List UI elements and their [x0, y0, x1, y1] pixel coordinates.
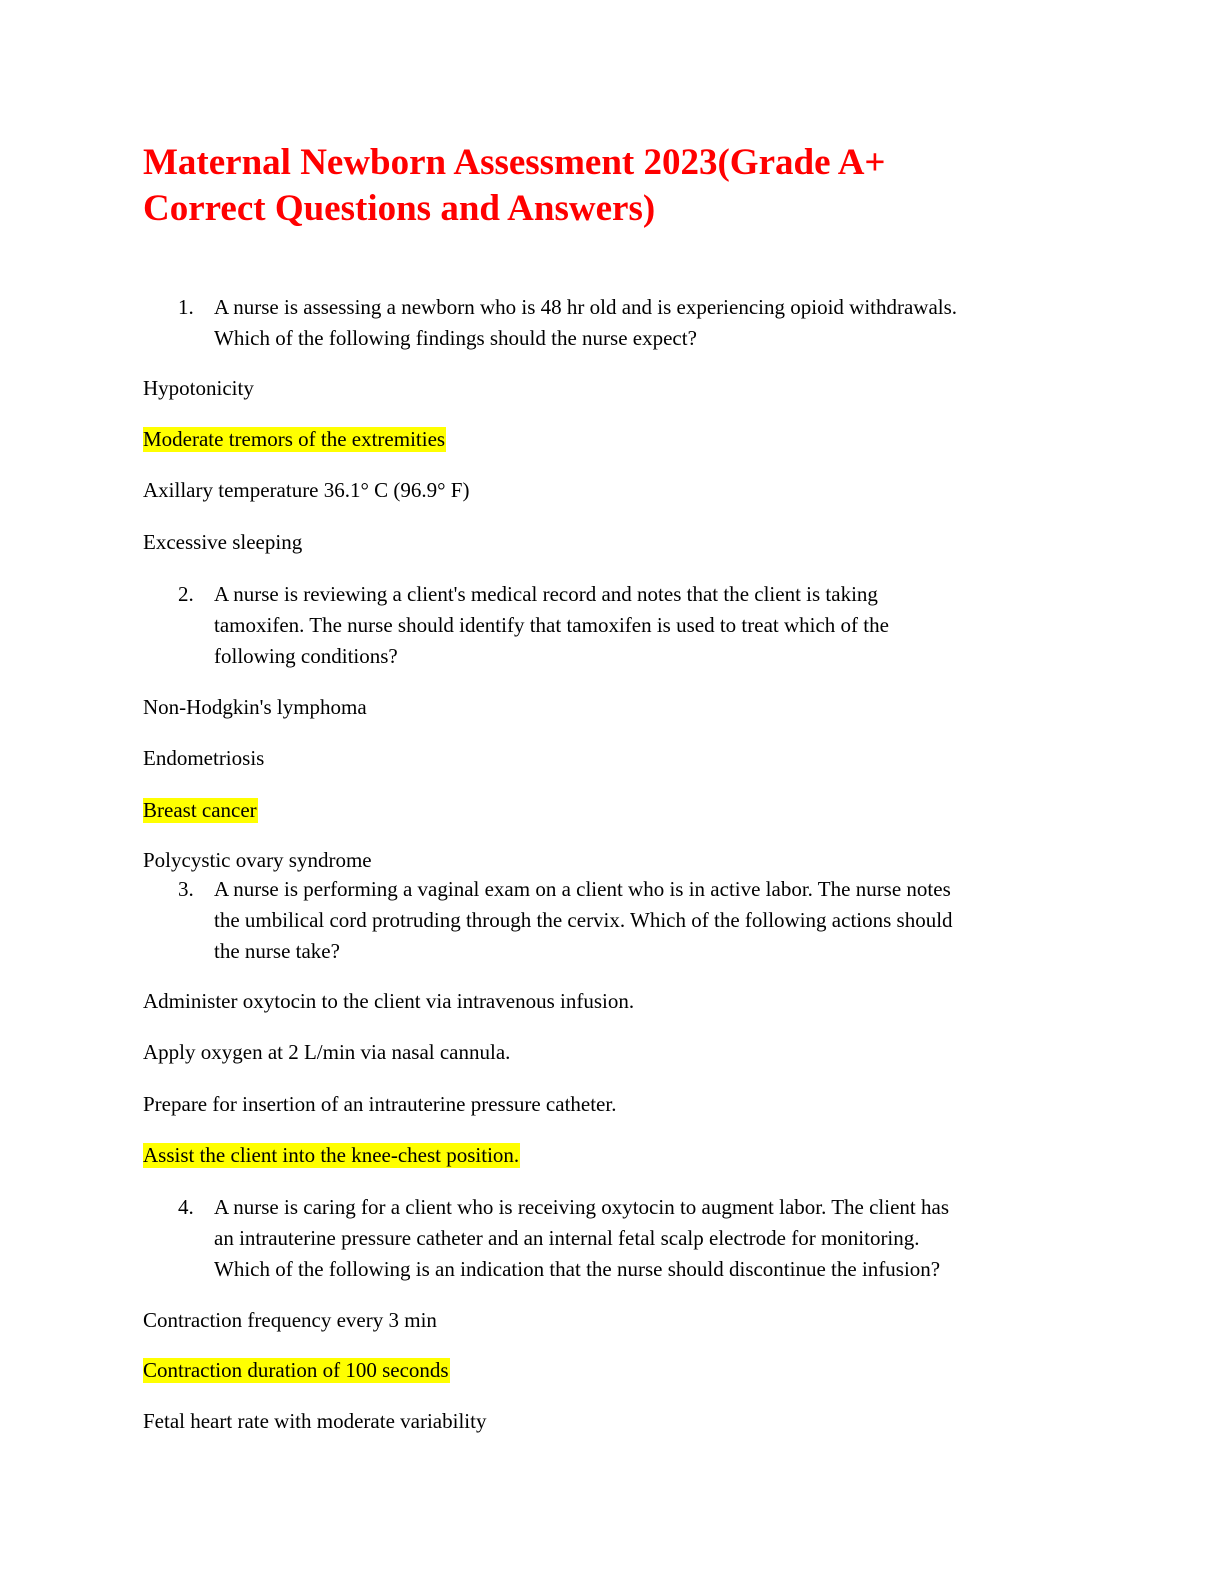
answer-option [143, 477, 469, 503]
question-text [214, 579, 1094, 672]
question-line: Which of the following findings should the nurse expect? [214, 326, 697, 350]
answer-option-text: Fetal heart rate with moderate variability [143, 1409, 487, 1433]
answer-option-text: Polycystic ovary syndrome [143, 848, 372, 872]
question-line: Which of the following is an indication that the nurse should discontinue the infusion? [214, 1257, 941, 1281]
answer-option [143, 694, 367, 720]
question-text [214, 292, 1094, 354]
question-number: 4. [178, 1195, 194, 1219]
question-line: an intrauterine pressure catheter and an internal fetal scalp electrode for monitoring. [214, 1226, 920, 1250]
answer-option-text: Endometriosis [143, 746, 265, 770]
question-line: following conditions? [214, 644, 398, 668]
question-number: 3. [178, 877, 194, 901]
answer-option-text: Apply oxygen at 2 L/min via nasal cannula. [143, 1040, 511, 1064]
answer-option-text-highlighted: Contraction duration of 100 seconds [143, 1358, 449, 1382]
answer-option [143, 375, 254, 401]
answer-option-text-highlighted: Moderate tremors of the extremities [143, 427, 446, 451]
answer-option [143, 1307, 437, 1333]
question-line: the nurse take? [214, 939, 340, 963]
answer-option [143, 745, 264, 771]
answer-option-text-highlighted: Breast cancer [143, 798, 257, 822]
answer-option [143, 529, 302, 555]
answer-option-text-highlighted: Assist the client into the knee-chest position. [143, 1143, 520, 1167]
answer-option [143, 1039, 510, 1065]
answer-option-text: Administer oxytocin to the client via intravenous infusion. [143, 989, 635, 1013]
question-line: A nurse is caring for a client who is receiving oxytocin to augment labor. The client has [214, 1195, 949, 1219]
question-number: 1. [178, 295, 194, 319]
answer-option-correct [143, 1142, 520, 1168]
title-line-1: Maternal Newborn Assessment 2023(Grade A+ [143, 142, 886, 183]
answer-option-correct [143, 426, 446, 452]
answer-option [143, 1091, 616, 1117]
answer-option-text: Excessive sleeping [143, 530, 303, 554]
answer-option [143, 847, 372, 873]
question-text [214, 1192, 1094, 1285]
question-line: the umbilical cord protruding through the cervix. Which of the following actions should [214, 908, 953, 932]
answer-option-text: Contraction frequency every 3 min [143, 1308, 437, 1332]
question-number: 2. [178, 582, 194, 606]
answer-option [143, 1408, 486, 1434]
answer-option-text: Prepare for insertion of an intrauterine pressure catheter. [143, 1092, 617, 1116]
question-text [214, 874, 1094, 967]
question-line: tamoxifen. The nurse should identify that tamoxifen is used to treat which of the [214, 613, 889, 637]
answer-option-text: Non-Hodgkin's lymphoma [143, 695, 367, 719]
answer-option [143, 988, 634, 1014]
question-line: A nurse is assessing a newborn who is 48 hr old and is experiencing opioid withdrawals. [214, 295, 958, 319]
answer-option-correct [143, 797, 258, 823]
document-title [143, 140, 1103, 232]
answer-option-text: Hypotonicity [143, 376, 254, 400]
title-line-2: Correct Questions and Answers) [143, 188, 656, 229]
answer-option-correct [143, 1357, 450, 1383]
question-line: A nurse is reviewing a client's medical record and notes that the client is taking [214, 582, 878, 606]
answer-option-text: Axillary temperature 36.1° C (96.9° F) [143, 478, 470, 502]
question-line: A nurse is performing a vaginal exam on a client who is in active labor. The nurse notes [214, 877, 951, 901]
